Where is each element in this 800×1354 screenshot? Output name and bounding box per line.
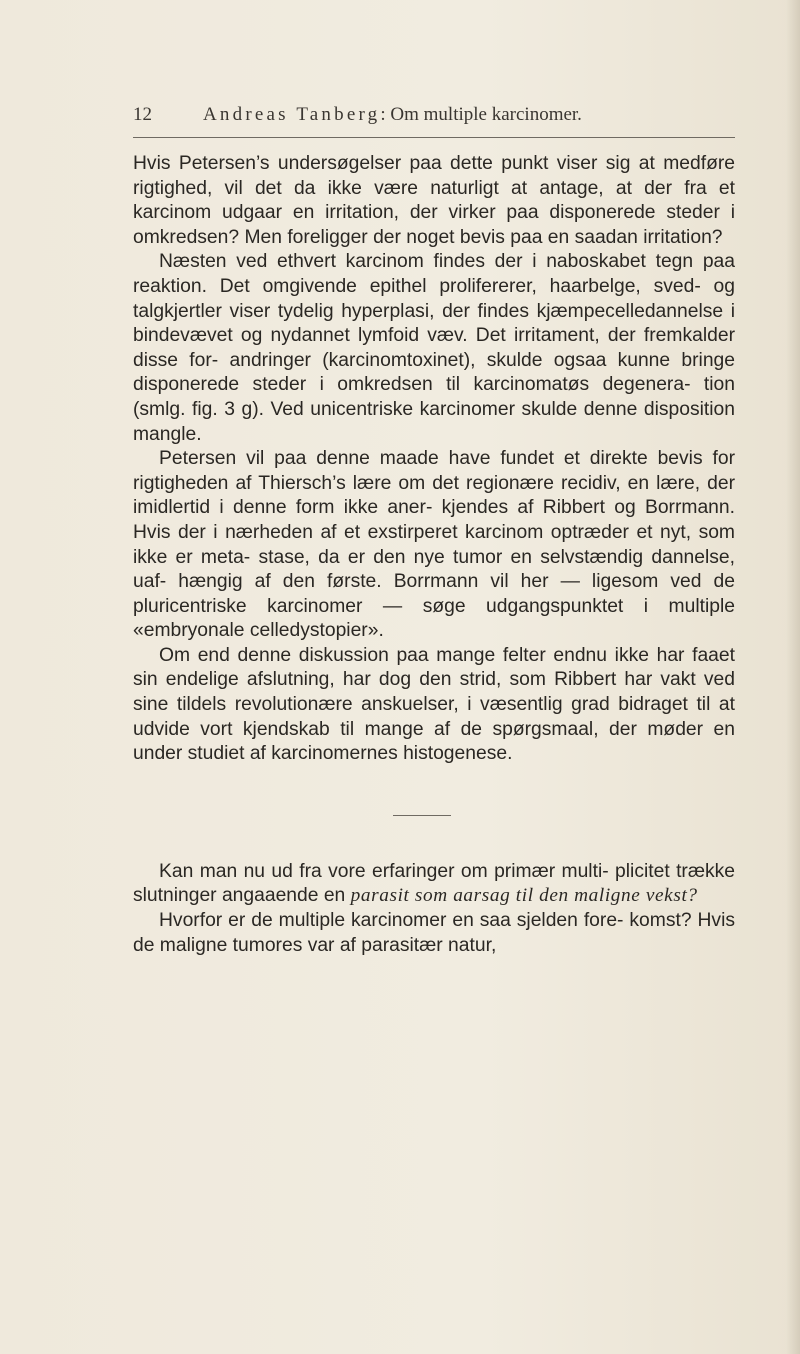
- paragraph: Om end denne diskussion paa mange felter endnu ikke har faaet sin endelige afslutning, har dog den strid, som Ribbert har vakt ved sine tildels revolutionære anskuelser, i væsentlig grad bidraget til at udvide vort kjendskab til mange af de spørgsmaal, der møder en under studiet af karcinomernes histogenese.: [133, 644, 735, 765]
- paragraph: Hvis Petersen’s undersøgelser paa dette punkt viser sig at medføre rigtighed, vil det da ikke være naturligt at antage, at der fra et karcinom udgaar en irritation, der virker paa disponerede steder i omkredsen? Men foreligger der noget bevis paa en saadan irritation?: [133, 153, 735, 248]
- paragraph: Petersen vil paa denne maade have fundet et direkte bevis for rigtigheden af Thiersch’s lære om det regionære recidiv, en lære, der imidlertid i denne form ikke aner- kjendes af Ribbert og Borrmann. Hvis der i nærheden af et exstirperet karcinom optræder et nyt, som ikke er meta- stase, da er den nye tumor en selvstændig dannelse, uaf- hængig af den første. Borrmann vil her — ligesom ved de pluricentriske karcinomer — søge udgangspunktet i multiple «embryonale celledystopier».: [133, 448, 735, 642]
- section-question: [133, 860, 735, 909]
- running-header: [133, 104, 735, 136]
- question-text: Kan man nu ud fra vore erfaringer om primær multi- plicitet trække slutninger angaaende en: [133, 860, 735, 907]
- header-separator: :: [380, 104, 386, 125]
- chapter-title: Om multiple karcinomer.: [390, 104, 582, 125]
- page-number: 12: [133, 104, 152, 125]
- author-name: Andreas Tanberg: [203, 104, 381, 125]
- paragraph: Næsten ved ethvert karcinom findes der i naboskabet tegn paa reaktion. Det omgivende epithel prolifererer, haarbelge, sved- og talgkjertler viser tydelig hyperplasi, der findes kjæmpecelledannelse i bindevævet og nydannet lymfoid væv. Det irritament, der fremkalder disse for- andringer (karcinomtoxinet), skulde ogsaa kunne bringe disponerede steder i omkredsen til karcinomatøs degenera- tion (smlg. fig. 3 g). Ved unicentriske karcinomer skulde denne disposition mangle.: [133, 251, 735, 445]
- question-emphasis: parasit som aarsag til den maligne vekst?: [350, 885, 698, 907]
- running-title: [203, 104, 582, 126]
- body-text: [133, 152, 735, 958]
- page-edge-shadow: [786, 0, 800, 1354]
- section-divider: [393, 815, 451, 816]
- paragraph: Hvorfor er de multiple karcinomer en saa sjelden fore- komst? Hvis de maligne tumores var af parasitær natur,: [133, 910, 735, 956]
- header-rule: [133, 137, 735, 138]
